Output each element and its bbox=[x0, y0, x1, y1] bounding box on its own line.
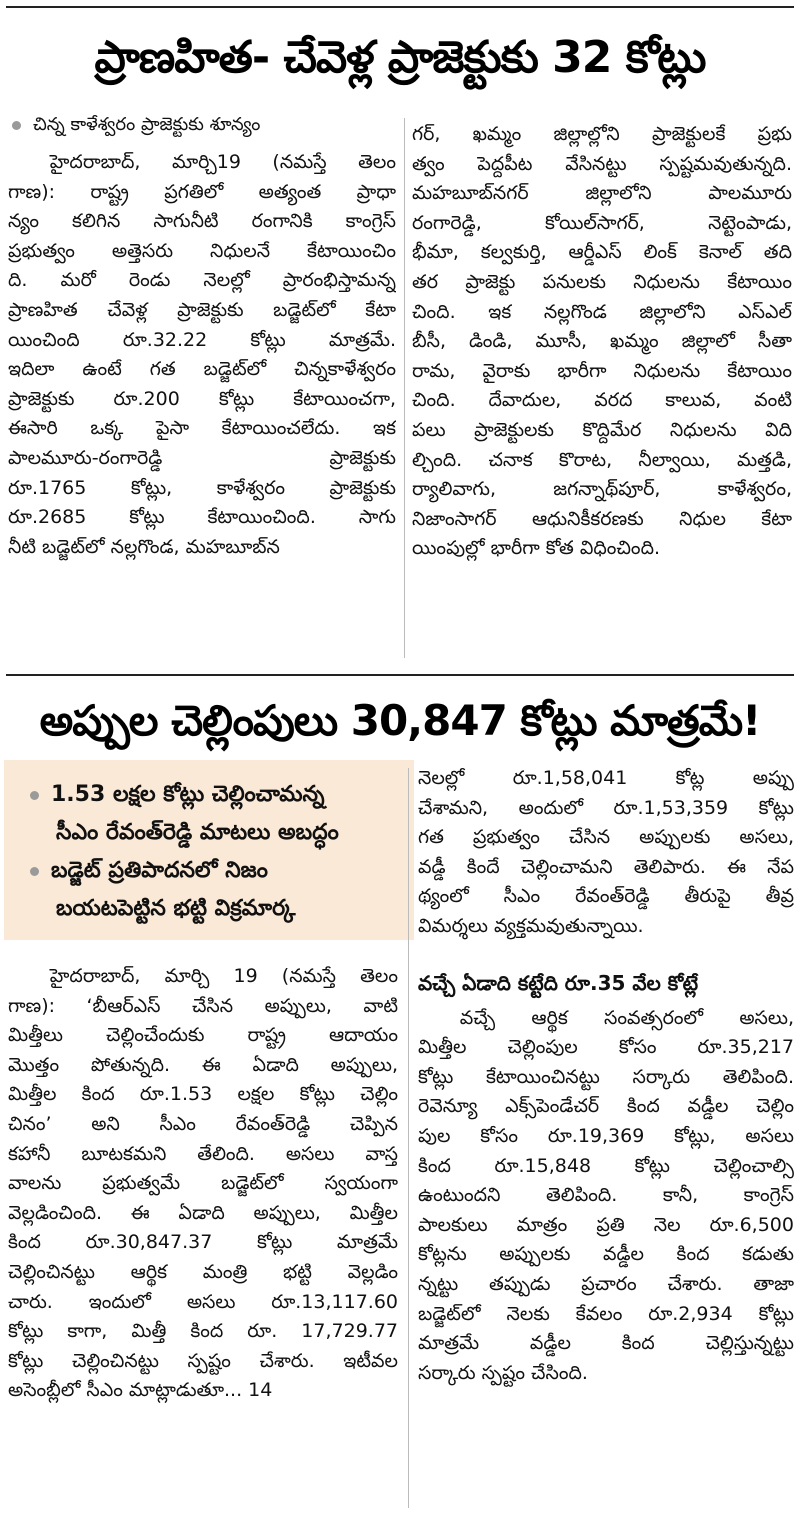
text-line: గాణ): ‘బీఆర్‌ఎస్ చేసిన అప్పులు, వాటి bbox=[8, 994, 398, 1017]
text-line: వచ్చే ఆర్థిక సంవత్సరంలో అసలు, bbox=[459, 1006, 794, 1029]
text-line: ప్రాజెక్టుకు రూ.200 కోట్లు కేటాయించగా, bbox=[8, 387, 396, 410]
text-line: మిత్తీల కింద రూ.1.53 లక్షల కోట్లు చెల్లిం bbox=[8, 1083, 398, 1106]
bullet-dot-icon bbox=[12, 121, 21, 130]
text-line: థ్యంలో సీఎం రేవంత్‌రెడ్డి తీరుపై తీవ్ర bbox=[418, 885, 794, 908]
text-line: వెల్లడించింది. ఈ ఏడాది అప్పులు, మిత్తీల bbox=[8, 1201, 398, 1224]
headline-debt-payments: అప్పుల చెల్లింపులు 30,847 కోట్లు మాత్రమే! bbox=[39, 696, 761, 745]
text-line: చెల్లించినట్టు ఆర్థిక మంత్రి భట్టి వెల్లడిం bbox=[8, 1260, 398, 1283]
text-line: హైదరాబాద్, మార్చి 19 (నమస్తే తెలం bbox=[49, 965, 398, 987]
text-line: కోట్లు చెల్లించినట్టు స్పష్టం చేశారు. ఇటీవల bbox=[8, 1349, 398, 1372]
text-line: న్యం కలిగిన సాగునీటి రంగానికి కాంగ్రెస్ bbox=[8, 210, 396, 233]
text-line: తర ప్రాజెక్టు పనులకు నిధులను కేటాయిం bbox=[412, 270, 792, 293]
article1-left-body bbox=[8, 148, 396, 562]
top-rule bbox=[6, 6, 794, 8]
text-line: వాలను ప్రభుత్వమే బడ్జెట్‌లో స్వయంగా bbox=[8, 1172, 398, 1195]
text-line: రూ.2685 కోట్లు కేటాయించింది. సాగు bbox=[8, 506, 396, 529]
text-line: ప్రభుత్వం అత్తెసరు నిధులనే కేటాయించిం bbox=[8, 239, 396, 262]
text-line: రెవెన్యూ ఎక్స్‌పెండేచర్ కింద వడ్డీల చెల్లిం bbox=[418, 1095, 794, 1118]
article1-right-body bbox=[412, 120, 792, 564]
kicker-2-line-1: బడ్జెట్ ప్రతిపాదనలో నిజం bbox=[51, 858, 268, 883]
text-line: కహానీ బూటకమని తేలింది. అసలు వాస్త bbox=[8, 1142, 398, 1165]
text-line: పుల కోసం రూ.19,369 కోట్లు, అసలు bbox=[418, 1124, 794, 1147]
text-line: బడ్జెట్‌లో నెలకు కేవలం రూ.2,934 కోట్లు bbox=[418, 1302, 794, 1325]
text-line: త్వం పెద్దపీట వేసినట్టు స్పష్టమవుతున్నది. bbox=[412, 152, 792, 175]
text-line: మిత్తీల చెల్లింపుల కోసం రూ.35,217 bbox=[418, 1036, 794, 1059]
text-line: ఇదిలా ఉంటే గత బడ్జెట్‌లో చిన్నకాళేశ్వరం bbox=[8, 358, 396, 381]
kicker-1-line-2: సీఎం రేవంత్‌రెడ్డి మాటలు అబద్ధం bbox=[56, 820, 339, 845]
article2-right-body-top bbox=[418, 764, 794, 942]
bullet-dot-icon bbox=[30, 867, 39, 876]
text-line: గత ప్రభుత్వం చేసిన అప్పులకు అసలు, bbox=[418, 826, 794, 849]
bullet-text: చిన్న కాళేశ్వరం ప్రాజెక్టుకు శూన్యం bbox=[33, 114, 261, 135]
column-divider bbox=[408, 768, 409, 1508]
kicker-box bbox=[4, 760, 414, 940]
text-line: చేశామని, అందులో రూ.1,53,359 కోట్లు bbox=[418, 796, 794, 819]
bullet-dot-icon bbox=[30, 791, 39, 800]
text-line: చారు. ఇందులో అసలు రూ.13,117.60 bbox=[8, 1290, 398, 1313]
text-line: చింది. ఇక నల్లగొండ జిల్లాలోని ఎస్‌ఎల్ bbox=[412, 300, 792, 323]
text-line: కింద రూ.15,848 కోట్లు చెల్లించాల్సి bbox=[418, 1154, 794, 1177]
article1-left-column bbox=[8, 110, 396, 650]
text-line: రూ.1765 కోట్లు, కాళేశ్వరం ప్రాజెక్టుకు bbox=[8, 476, 396, 499]
text-line: గాణ): రాష్ట్ర ప్రగతిలో అత్యంత ప్రాధా bbox=[8, 180, 396, 203]
text-line: కింద రూ.30,847.37 కోట్లు మాత్రమే bbox=[8, 1231, 398, 1254]
subheading: వచ్చే ఏడాది కట్టేది రూ.35 వేల కోట్లే bbox=[418, 970, 699, 995]
text-line: ఈసారి ఒక్క పైసా కేటాయించలేదు. ఇక bbox=[8, 417, 396, 440]
text-line: యించింది రూ.32.22 కోట్లు మాత్రమే. bbox=[8, 328, 396, 351]
text-line: హైదరాబాద్, మార్చి19 (నమస్తే తెలం bbox=[49, 151, 396, 173]
text-line: పాలమూరు-రంగారెడ్డి ప్రాజెక్టుకు bbox=[8, 446, 396, 469]
text-line: మిత్తీలు చెల్లించేందుకు రాష్ట్ర ఆదాయం bbox=[8, 1024, 398, 1047]
article-pranahitha bbox=[0, 0, 800, 670]
section-divider bbox=[6, 674, 794, 676]
text-line: పలు ప్రాజెక్టులకు కొద్దిమేర నిధులను విది bbox=[412, 418, 792, 441]
article1-right-column bbox=[412, 120, 792, 660]
text-line: ర్యాలివాగు, జగన్నాథ్‌పూర్, కాళేశ్వరం, bbox=[412, 478, 792, 501]
text-line: చింది. దేవాదుల, వరద కాలువ, వంటి bbox=[412, 389, 792, 412]
text-line: భీమా, కల్వకుర్తి, ఆర్డీఎస్ లింక్ కెనాల్ తది bbox=[412, 241, 792, 264]
text-line: విమర్శలు వ్యక్తమవుతున్నాయి. bbox=[418, 914, 644, 937]
kicker-item-2 bbox=[26, 852, 400, 890]
article2-left-column bbox=[8, 962, 398, 1512]
headline-pranahitha: ప్రాణహిత- చేవెళ్ల ప్రాజెక్టుకు 32 కోట్లు bbox=[94, 32, 706, 83]
text-line: ప్రాణహిత చేవెళ్ల ప్రాజెక్టుకు బడ్జెట్‌లో కేటా bbox=[8, 298, 396, 321]
text-line: బీసీ, డిండి, మూసీ, ఖమ్మం జిల్లాలో సీతా bbox=[412, 330, 792, 353]
text-line: చినం’ అని సీఎం రేవంత్‌రెడ్డి చెప్పిన bbox=[8, 1112, 398, 1135]
kicker-2-line-2: బయటపెట్టిన భట్టి విక్రమార్క bbox=[56, 896, 296, 921]
text-line: నెలల్లో రూ.1,58,041 కోట్ల అప్పు bbox=[418, 767, 794, 789]
bullet-point bbox=[8, 110, 396, 140]
text-line: ల్చింది. చనాక కొరాట, నీల్వాయి, మత్తడి, bbox=[412, 448, 792, 471]
text-line: అసెంబ్లీలో సీఎం మాట్లాడుతూ... 14 bbox=[8, 1379, 273, 1402]
article2-right-column bbox=[418, 764, 794, 1504]
text-line: వడ్డీ కిందే చెల్లించామని తెలిపారు. ఈ నేప bbox=[418, 855, 794, 878]
text-line: రంగారెడ్డి, కోయిల్‌సాగర్, నెట్టెంపాడు, bbox=[412, 211, 792, 234]
text-line: యింపుల్లో భారీగా కోత విధించింది. bbox=[412, 537, 661, 560]
article-debt-payments bbox=[0, 672, 800, 1518]
text-line: కోట్లు కాగా, మిత్తీ కింద రూ. 17,729.77 bbox=[8, 1320, 398, 1343]
text-line: గర్, ఖమ్మం జిల్లాల్లోని ప్రాజెక్టులకే ప్రభు bbox=[412, 123, 792, 145]
text-line: మహబూబ్‌నగర్ జిల్లాలోని పాలమూరు bbox=[412, 182, 792, 205]
kicker-1-line-1: 1.53 లక్షల కోట్లు చెల్లించామన్న bbox=[51, 782, 325, 807]
article2-left-body bbox=[8, 962, 398, 1406]
text-line: రామ, వైరాకు భారీగా నిధులను కేటాయిం bbox=[412, 359, 792, 382]
text-line: పాలకులు మాత్రం ప్రతి నెల రూ.6,500 bbox=[418, 1213, 794, 1236]
text-line: కోట్లు కేటాయించినట్టు సర్కారు తెలిపింది. bbox=[418, 1065, 794, 1088]
text-line: సర్కారు స్పష్టం చేసింది. bbox=[418, 1361, 588, 1384]
text-line: మాత్రమే వడ్డీల కింద చెల్లిస్తున్నట్టు bbox=[418, 1332, 794, 1355]
text-line: న్నట్టు తప్పుడు ప్రచారం చేశారు. తాజా bbox=[418, 1272, 794, 1295]
article2-right-body-bottom bbox=[418, 1004, 794, 1389]
text-line: నీటి బడ్జెట్‌లో నల్లగొండ, మహబూబ్‌న bbox=[8, 535, 280, 558]
kicker-item-1 bbox=[26, 776, 400, 814]
text-line: మొత్తం పోతున్నది. ఈ ఏడాది అప్పులు, bbox=[8, 1053, 398, 1076]
text-line: ఉంటుందని తెలిపింది. కానీ, కాంగ్రెస్ bbox=[418, 1184, 794, 1207]
column-divider bbox=[404, 118, 405, 658]
text-line: నిజాంసాగర్ ఆధునికీకరణకు నిధుల కేటా bbox=[412, 507, 792, 530]
text-line: కోట్లను అప్పులకు వడ్డీల కింద కడుతు bbox=[418, 1243, 794, 1266]
text-line: ది. మరో రెండు నెలల్లో ప్రారంభిస్తామన్న bbox=[8, 269, 396, 292]
